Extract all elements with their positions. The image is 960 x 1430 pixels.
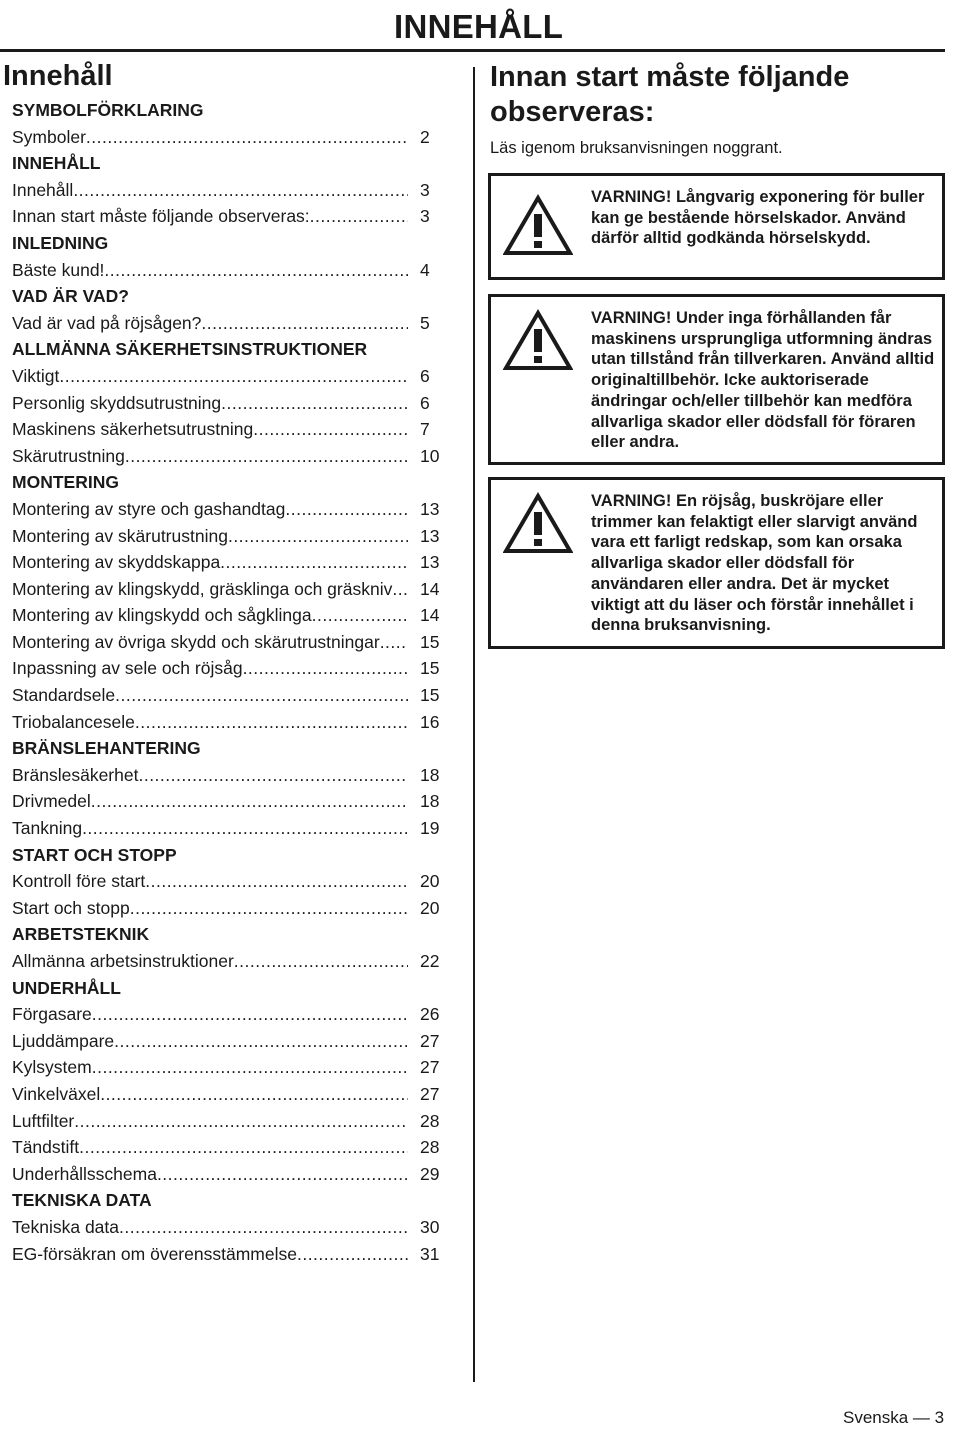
toc-entry xyxy=(12,1108,444,1135)
toc-dot-leader xyxy=(310,203,408,230)
toc-entry xyxy=(12,310,444,337)
toc-entry-label: Maskinens säkerhetsutrustning xyxy=(12,419,254,440)
toc-entry xyxy=(12,948,444,975)
toc-entry-label: EG-försäkran om överensstämmelse xyxy=(12,1243,297,1264)
toc-entry-label: Vad är vad på röjsågen? xyxy=(12,312,202,333)
toc-entry xyxy=(12,257,444,284)
toc-entry xyxy=(12,1081,444,1108)
toc-dot-leader xyxy=(73,177,408,204)
toc-dot-leader xyxy=(91,788,408,815)
toc-entry xyxy=(12,1161,444,1188)
header-rule xyxy=(0,49,945,52)
toc-dot-leader xyxy=(312,602,408,629)
toc-entry-label: Innan start måste följande observeras: xyxy=(12,206,310,227)
toc-entry-label: Kylsystem xyxy=(12,1057,92,1078)
warning-box xyxy=(488,173,945,280)
toc-page-number: 14 xyxy=(420,578,440,599)
toc-section-heading: MONTERING xyxy=(12,472,119,493)
warning-triangle-icon xyxy=(503,309,573,371)
toc-entry xyxy=(12,177,444,204)
toc-section-heading: INNEHÅLL xyxy=(12,153,101,174)
toc-page-number: 14 xyxy=(420,605,440,626)
toc-entry-label: Bäste kund! xyxy=(12,259,105,280)
toc-dot-leader xyxy=(82,815,408,842)
toc-entry xyxy=(12,682,444,709)
footer-page-label: Svenska — 3 xyxy=(843,1408,945,1427)
toc-dot-leader xyxy=(130,895,408,922)
toc-entry xyxy=(12,1241,444,1268)
toc-dot-leader xyxy=(253,416,408,443)
toc-dot-leader xyxy=(100,1081,408,1108)
toc-page-number: 15 xyxy=(420,685,440,706)
warning-box xyxy=(488,477,945,649)
toc-dot-leader xyxy=(157,1161,408,1188)
right-title: Innan start måste följande observeras: xyxy=(490,61,850,128)
toc-page-number: 19 xyxy=(420,818,440,839)
toc-entry-label: Inpassning av sele och röjsåg xyxy=(12,658,243,679)
toc-page-number: 18 xyxy=(420,791,440,812)
toc-dot-leader xyxy=(86,124,408,151)
toc-page-number: 3 xyxy=(420,179,430,200)
toc-page-number: 30 xyxy=(420,1216,440,1237)
toc-dot-leader xyxy=(243,655,408,682)
toc-entry xyxy=(12,868,444,895)
toc-entry-label: Symboler xyxy=(12,126,86,147)
toc-page-number: 15 xyxy=(420,658,440,679)
warning-box xyxy=(488,294,945,465)
toc-section-heading: UNDERHÅLL xyxy=(12,977,121,998)
toc-dot-leader xyxy=(92,1054,408,1081)
toc-dot-leader xyxy=(79,1134,408,1161)
page-header-title: INNEHÅLL xyxy=(394,8,564,45)
toc-entry xyxy=(12,709,444,736)
toc-entry-label: Förgasare xyxy=(12,1004,92,1025)
toc-page-number: 27 xyxy=(420,1030,440,1051)
toc-dot-leader xyxy=(74,1108,408,1135)
toc-entry xyxy=(12,602,444,629)
toc-entry-label: Montering av övriga skydd och skärutrustningar xyxy=(12,631,380,652)
toc-dot-leader xyxy=(145,868,408,895)
toc-page-number: 3 xyxy=(420,206,430,227)
toc-dot-leader xyxy=(135,709,408,736)
toc-dot-leader xyxy=(285,496,408,523)
toc-entry-label: Tändstift xyxy=(12,1137,80,1158)
warning-text: VARNING! En röjsåg, buskröjare eller trimmer kan felaktigt eller slarvigt använd vara ett farligt redskap, som kan orsaka allvarliga skador eller dödsfall för användaren eller andra. Det är mycket viktigt att du läser och förstår innehållet i denna bruksanvisning. xyxy=(591,492,918,635)
toc-entry xyxy=(12,629,444,656)
warning-text: VARNING! Långvarig exponering för buller kan ge bestående hörselskador. Använd därför alltid godkända hörselskydd. xyxy=(591,188,925,248)
toc-section-heading: VAD ÄR VAD? xyxy=(12,286,129,307)
toc-page-number: 22 xyxy=(420,951,440,971)
toc-entry-label: Montering av skärutrustning xyxy=(12,525,228,546)
toc-page-number: 20 xyxy=(420,897,440,918)
toc-dot-leader xyxy=(125,443,408,470)
toc-page-number: 28 xyxy=(420,1137,440,1158)
toc-entry xyxy=(12,1001,444,1028)
toc-dot-leader xyxy=(59,363,408,390)
toc-entry xyxy=(12,1028,444,1055)
toc-page-number: 20 xyxy=(420,871,440,892)
toc-dot-leader xyxy=(234,948,408,975)
toc-entry-label: Personlig skyddsutrustning xyxy=(12,392,222,413)
toc-section-heading: SYMBOLFÖRKLARING xyxy=(12,100,204,120)
toc-entry xyxy=(12,390,444,417)
toc-dot-leader xyxy=(221,390,408,417)
toc-dot-leader xyxy=(138,762,408,789)
toc-entry-label: Ljuddämpare xyxy=(12,1030,115,1051)
toc-entry-label: Montering av skyddskappa xyxy=(12,552,221,573)
toc-entry xyxy=(12,576,444,603)
toc-dot-leader xyxy=(104,257,408,284)
toc-entry-label: Montering av klingskydd, gräsklinga och gräskniv xyxy=(12,578,393,599)
toc-entry xyxy=(12,655,444,682)
toc-page-number: 13 xyxy=(420,525,440,546)
toc-section-heading: ARBETSTEKNIK xyxy=(12,924,150,945)
toc-page-number: 27 xyxy=(420,1057,440,1078)
toc-entry-label: Montering av klingskydd och sågklinga xyxy=(12,605,312,626)
toc-entry-label: Montering av styre och gashandtag xyxy=(12,498,286,519)
toc-entry-label: Tekniska data xyxy=(12,1216,120,1237)
toc-entry xyxy=(12,815,444,842)
toc-entry xyxy=(12,895,444,922)
toc-dot-leader xyxy=(380,629,408,656)
toc-entry-label: Innehåll xyxy=(12,179,74,200)
toc-page-number: 13 xyxy=(420,498,440,519)
toc-page-number: 5 xyxy=(420,312,430,333)
intro-text: Läs igenom bruksanvisningen noggrant. xyxy=(490,139,783,157)
toc-title: Innehåll xyxy=(3,60,113,92)
toc-entry-label: Viktigt xyxy=(12,365,60,386)
toc-page-number: 2 xyxy=(420,126,430,147)
toc-page-number: 10 xyxy=(420,445,440,466)
toc-dot-leader xyxy=(92,1001,408,1028)
toc-page-number: 13 xyxy=(420,552,440,573)
toc-entry xyxy=(12,523,444,550)
toc-dot-leader xyxy=(297,1241,408,1268)
toc-page-number: 28 xyxy=(420,1110,440,1131)
toc-entry-label: Allmänna arbetsinstruktioner xyxy=(12,951,234,971)
toc-page-number: 7 xyxy=(420,419,430,440)
toc-entry xyxy=(12,788,444,815)
toc-section-heading: INLEDNING xyxy=(12,232,109,253)
warning-triangle-icon xyxy=(503,194,573,256)
toc-entry xyxy=(12,496,444,523)
toc-entry xyxy=(12,416,444,443)
toc-dot-leader xyxy=(220,549,408,576)
toc-page-number: 27 xyxy=(420,1083,440,1104)
toc-section-heading: ALLMÄNNA SÄKERHETSINSTRUKTIONER xyxy=(12,339,368,360)
toc-entry-label: Kontroll före start xyxy=(12,871,146,892)
toc-entry xyxy=(12,549,444,576)
toc-dot-leader xyxy=(119,1214,408,1241)
toc-entry-label: Luftfilter xyxy=(12,1110,75,1131)
column-divider xyxy=(473,67,475,1382)
toc-dot-leader xyxy=(228,523,408,550)
toc-entry-label: Standardsele xyxy=(12,685,116,706)
toc-entry xyxy=(12,124,444,151)
toc-dot-leader xyxy=(115,682,408,709)
toc-page-number: 31 xyxy=(420,1243,440,1264)
toc-entry-label: Drivmedel xyxy=(12,791,91,812)
warning-text: VARNING! Under inga förhållanden får maskinens ursprungliga utformning ändras utan tillstånd från tillverkaren. Använd alltid originaltillbehör. Icke auktoriserade ändringar och/eller tillbehör kan medföra allvarliga skador eller dödsfall för föraren eller andra. xyxy=(591,309,935,452)
toc-entry xyxy=(12,1054,444,1081)
toc-section-heading: START OCH STOPP xyxy=(12,844,177,865)
toc-page-number: 6 xyxy=(420,392,430,413)
toc-entry xyxy=(12,762,444,789)
toc-entry-label: Underhållsschema xyxy=(12,1163,157,1184)
toc-entry-label: Start och stopp xyxy=(12,897,130,918)
toc-entry-label: Triobalancesele xyxy=(12,711,135,732)
toc-entry xyxy=(12,1214,444,1241)
toc-page-number: 6 xyxy=(420,365,430,386)
toc-page-number: 15 xyxy=(420,631,440,652)
toc-dot-leader xyxy=(392,576,408,603)
toc-page-number: 18 xyxy=(420,764,440,785)
toc-entry-label: Bränslesäkerhet xyxy=(12,764,139,785)
toc-entry-label: Vinkelväxel xyxy=(12,1083,101,1104)
toc-dot-leader xyxy=(201,310,408,337)
toc-page-number: 4 xyxy=(420,259,430,280)
toc-entry xyxy=(12,363,444,390)
toc-dot-leader xyxy=(114,1028,408,1055)
toc-section-heading: TEKNISKA DATA xyxy=(12,1190,152,1211)
toc-page-number: 29 xyxy=(420,1163,440,1184)
toc-page-number: 26 xyxy=(420,1004,440,1025)
warning-triangle-icon xyxy=(503,492,573,554)
toc-entry xyxy=(12,203,444,230)
toc-entry xyxy=(12,1134,444,1161)
toc-list xyxy=(12,97,444,1267)
toc-page-number: 16 xyxy=(420,711,440,732)
toc-entry-label: Skärutrustning xyxy=(12,445,125,466)
toc-section-heading: BRÄNSLEHANTERING xyxy=(12,738,201,759)
toc-entry xyxy=(12,443,444,470)
toc-entry-label: Tankning xyxy=(12,818,83,839)
